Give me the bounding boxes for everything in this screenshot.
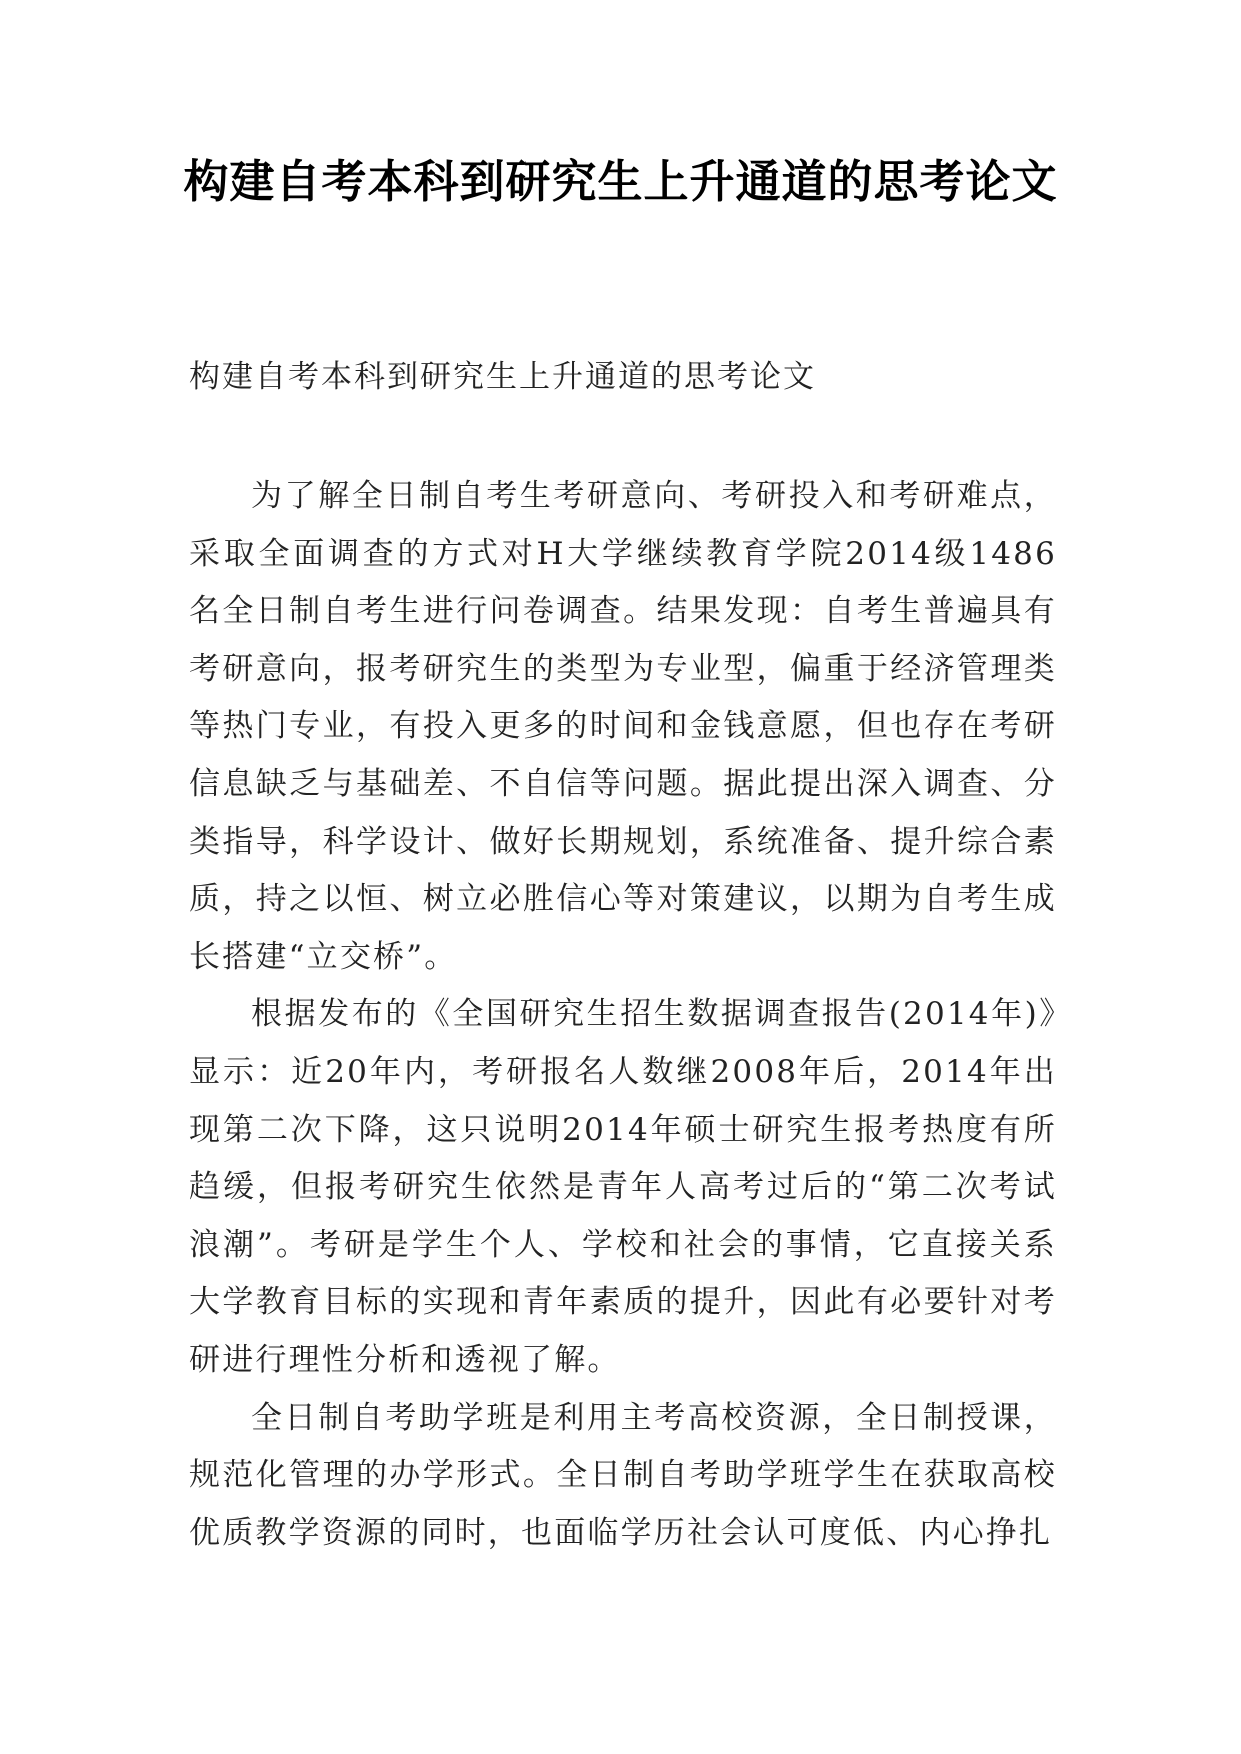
document-subtitle: 构建自考本科到研究生上升通道的思考论文 [189, 359, 816, 395]
body-paragraph: 全日制自考助学班是利用主考高校资源，全日制授课，规范化管理的办学形式。全日制自考助学班学生在获取高校优质教学资源的同时，也面临学历社会认可度低、内心挣扎 [189, 1399, 1057, 1551]
document-body [189, 468, 1057, 1562]
document-title: 构建自考本科到研究生上升通道的思考论文 [183, 155, 1058, 208]
body-paragraph: 为了解全日制自考生考研意向、考研投入和考研难点，采取全面调查的方式对H大学继续教育学院2014级1486名全日制自考生进行问卷调查。结果发现：自考生普遍具有考研意向，报考研究生的类型为专业型，偏重于经济管理类等热门专业，有投入更多的时间和金钱意愿，但也存在考研信息缺乏与基础差、不自信等问题。据此提出深入调查、分类指导，科学设计、做好长期规划，系统准备、提升综合素质，持之以恒、树立必胜信心等对策建议，以期为自考生成长搭建“立交桥”。 [189, 478, 1057, 975]
body-paragraph: 根据发布的《全国研究生招生数据调查报告(2014年)》显示：近20年内，考研报名人数继2008年后，2014年出现第二次下降，这只说明2014年硕士研究生报考热度有所趋缓，但报考研究生依然是青年人高考过后的“第二次考试浪潮”。考研是学生个人、学校和社会的事情，它直接关系大学教育目标的实现和青年素质的提升，因此有必要针对考研进行理性分析和透视了解。 [189, 996, 1057, 1378]
